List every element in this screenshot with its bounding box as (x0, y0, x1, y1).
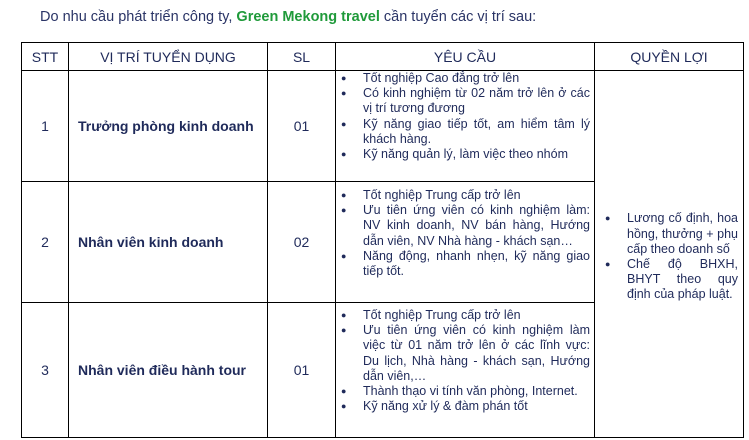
row-qty: 01 (268, 71, 336, 182)
list-item: ● Kỹ năng quản lý, làm việc theo nhóm (341, 147, 568, 162)
header-stt: STT (22, 43, 69, 71)
bullet-icon: ● (341, 205, 347, 216)
bullet-icon: ● (341, 310, 347, 320)
bullet-icon: ● (341, 149, 347, 160)
bullet-icon: ● (341, 401, 347, 412)
row-stt: 1 (22, 71, 69, 182)
intro-after: cần tuyển các vị trí sau: (379, 9, 537, 25)
row-requirements (336, 303, 595, 438)
bullet-icon: ● (341, 88, 347, 99)
row-stt: 2 (22, 182, 69, 303)
header-position: VỊ TRÍ TUYỂN DỤNG (69, 43, 268, 71)
table-header-row (22, 43, 744, 71)
intro-brand: Green Mekong travel (236, 9, 380, 25)
list-item: ● Kỹ năng xử lý & đàm phán tốt (341, 399, 528, 414)
row-position: Trưởng phòng kinh doanh (69, 71, 268, 182)
list-item: ● Tốt nghiệp Trung cấp trở lên (341, 188, 521, 202)
table-row (22, 71, 744, 182)
list-item: ● Ưu tiên ứng viên có kinh nghiệm làm việc từ 01 năm trở lên ở các lĩnh vực: Du lịch, Nhà hàng - khách sạn, Hướng dẫn viên,… (341, 323, 590, 383)
list-item: ● Ưu tiên ứng viên có kinh nghiệm làm: NV kinh doanh, NV bán hàng, Hướng dẫn viên, NV Nhà hàng - khách sạn… (341, 203, 590, 248)
header-requirements: YÊU CẦU (336, 43, 595, 71)
row-stt: 3 (22, 303, 69, 438)
row-requirements (336, 71, 595, 182)
list-item: ● Kỹ năng giao tiếp tốt, am hiểm tâm lý khách hàng. (341, 116, 590, 146)
row-qty: 02 (268, 182, 336, 303)
row-position: Nhân viên điều hành tour (69, 303, 268, 438)
list-item: ● Năng động, nhanh nhẹn, kỹ năng giao tiếp tốt. (341, 248, 590, 279)
header-benefits: QUYỀN LỢI (595, 43, 744, 71)
bullet-icon: ● (341, 190, 347, 200)
bullet-icon: ● (341, 325, 347, 336)
recruitment-table (21, 42, 744, 438)
header-qty: SL (268, 43, 336, 71)
benefits-cell (595, 71, 744, 438)
row-qty: 01 (268, 303, 336, 438)
list-item: ● Có kinh nghiệm từ 02 năm trở lên ở các vị trí tương đương (341, 86, 590, 116)
bullet-icon: ● (605, 213, 611, 224)
bullet-icon: ● (341, 118, 347, 129)
row-position: Nhân viên kinh doanh (69, 182, 268, 303)
list-item: ● Chế độ BHXH, BHYT theo quy định của pháp luật. (605, 257, 738, 302)
list-item: ● Tốt nghiệp Trung cấp trở lên (341, 308, 521, 322)
list-item: ● Tốt nghiệp Cao đẳng trở lên (341, 71, 520, 85)
bullet-icon: ● (341, 73, 347, 83)
row-requirements (336, 182, 595, 303)
bullet-icon: ● (605, 259, 611, 269)
intro-before: Do nhu cầu phát triển công ty, (40, 9, 237, 25)
intro-text (40, 9, 536, 25)
bullet-icon: ● (341, 386, 347, 397)
list-item: ● Thành thạo vi tính văn phòng, Internet. (341, 384, 578, 399)
list-item: ● Lương cố định, hoa hồng, thưởng + phụ cấp theo doanh số (605, 211, 738, 256)
bullet-icon: ● (341, 250, 347, 261)
